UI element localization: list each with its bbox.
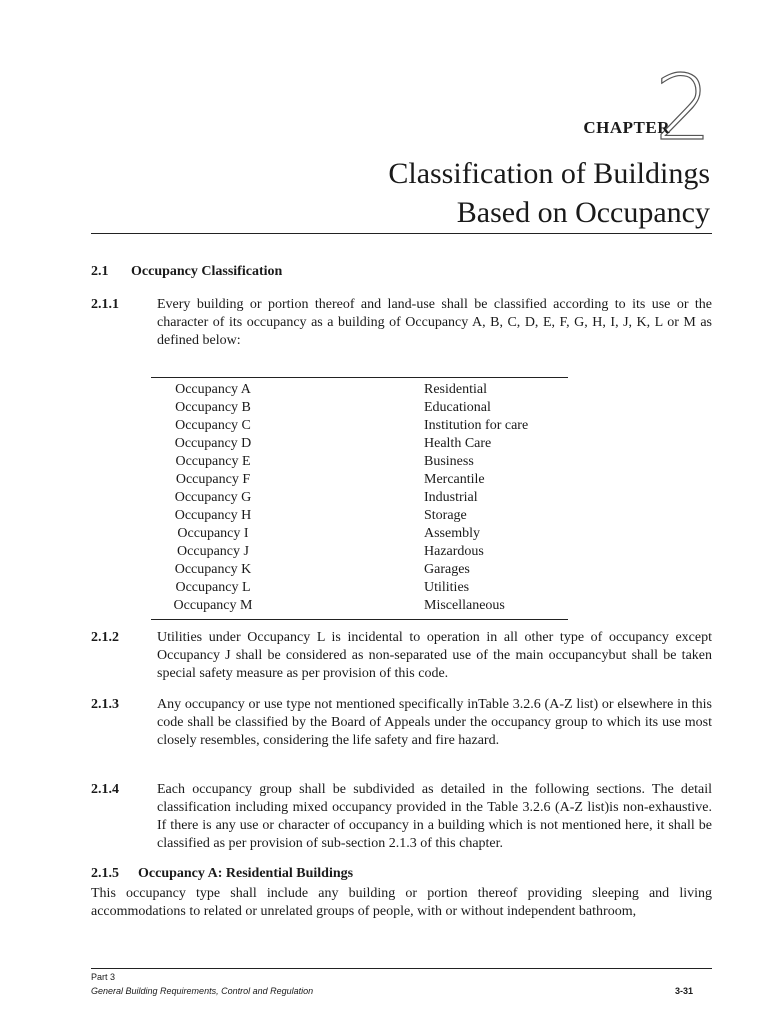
table-row <box>151 381 568 399</box>
section-2-1-5-heading <box>91 866 353 882</box>
table-row <box>151 597 568 615</box>
table-row <box>151 579 568 597</box>
footer-title: General Building Requirements, Control and Regulation <box>91 986 314 996</box>
clause-number: 2.1.2 <box>91 630 119 645</box>
section-title: Occupancy A: Residential Buildings <box>138 866 354 881</box>
section-number: 2.1.5 <box>91 866 119 881</box>
table-row <box>151 435 568 453</box>
occupancy-cell: Occupancy G <box>174 490 252 505</box>
occupancy-table <box>151 377 568 620</box>
chapter-label: CHAPTER <box>583 118 670 137</box>
table-row <box>151 453 568 471</box>
chapter-title-line-1: Classification of Buildings <box>388 157 710 190</box>
clause-2-1-4 <box>91 781 712 853</box>
table-row <box>151 561 568 579</box>
clause-2-1-2 <box>91 629 712 683</box>
clause-number: 2.1.1 <box>91 297 119 312</box>
clause-text: Any occupancy or use type not mentioned specifically inTable 3.2.6 (A-Z list) or elsewhere in this code shall be classified by the Board of Appeals under the occupancy group to which its use most closely resembles, considering the life safety and fire hazard. <box>157 697 712 748</box>
page-number: 3-31 <box>674 986 693 996</box>
occupancy-cell: Occupancy M <box>173 598 253 613</box>
table-row <box>151 507 568 525</box>
table-row <box>151 399 568 417</box>
occupancy-cell: Occupancy H <box>174 508 252 523</box>
type-cell: Institution for care <box>424 418 529 433</box>
type-cell: Hazardous <box>424 544 484 559</box>
table-row <box>151 525 568 543</box>
table-row <box>151 543 568 561</box>
clause-number: 2.1.4 <box>91 782 119 797</box>
section-2-1-heading <box>91 264 282 280</box>
clause-text: Every building or portion thereof and land-use shall be classified according to its use or the character of its occupancy as a building of Occupancy A, B, C, D, E, F, G, H, I, J, K, L or M as defined below: <box>157 297 712 348</box>
section-title: Occupancy Classification <box>131 264 283 279</box>
type-cell: Assembly <box>424 526 480 541</box>
type-cell: Miscellaneous <box>424 598 505 613</box>
footer-part: Part 3 <box>91 972 116 982</box>
type-cell: Industrial <box>424 490 478 505</box>
occupancy-cell: Occupancy E <box>175 454 251 469</box>
table-row <box>151 417 568 435</box>
footer-divider <box>91 968 712 969</box>
occupancy-cell: Occupancy K <box>174 562 252 577</box>
type-cell: Business <box>424 454 474 469</box>
type-cell: Garages <box>424 562 470 577</box>
occupancy-cell: Occupancy A <box>175 382 251 397</box>
occupancy-cell: Occupancy J <box>177 544 249 559</box>
table-row <box>151 471 568 489</box>
type-cell: Mercantile <box>424 472 485 487</box>
occupancy-cell: Occupancy D <box>174 436 252 451</box>
clause-2-1-3 <box>91 696 712 750</box>
type-cell: Utilities <box>424 580 470 595</box>
chapter-title <box>388 154 710 232</box>
table-row <box>151 489 568 507</box>
type-cell: Educational <box>424 400 491 415</box>
clause-2-1-1 <box>91 296 712 350</box>
occupancy-cell: Occupancy I <box>177 526 249 541</box>
clause-text: Each occupancy group shall be subdivided as detailed in the following sections. The detail classification including mixed occupancy provided in the Table 3.2.6 (A-Z list)is non-exhaustive. If there is any use or character of occupancy in a building which is not mentioned here, it shall be classified as per provision of sub-section 2.1.3 of this chapter. <box>157 782 712 851</box>
chapter-number: 2 <box>654 56 712 161</box>
section-2-1-5-text: This occupancy type shall include any building or portion thereof providing sleeping and living accommodations to related or unrelated groups of people, with or without independent bathroom, <box>91 886 712 919</box>
occupancy-cell: Occupancy B <box>175 400 251 415</box>
clause-number: 2.1.3 <box>91 697 119 712</box>
type-cell: Health Care <box>424 436 492 451</box>
title-divider <box>91 233 712 234</box>
clause-text: Utilities under Occupancy L is incidental to operation in all other type of occupancy except Occupancy J shall be considered as non-separated use of the main occupancybut shall be taken special safety measure as per provision of this code. <box>157 630 712 681</box>
occupancy-cell: Occupancy C <box>175 418 251 433</box>
occupancy-cell: Occupancy L <box>175 580 251 595</box>
occupancy-cell: Occupancy F <box>175 472 251 487</box>
section-number: 2.1 <box>91 264 109 279</box>
type-cell: Residential <box>424 382 487 397</box>
type-cell: Storage <box>424 508 467 523</box>
chapter-title-line-2: Based on Occupancy <box>456 196 710 229</box>
